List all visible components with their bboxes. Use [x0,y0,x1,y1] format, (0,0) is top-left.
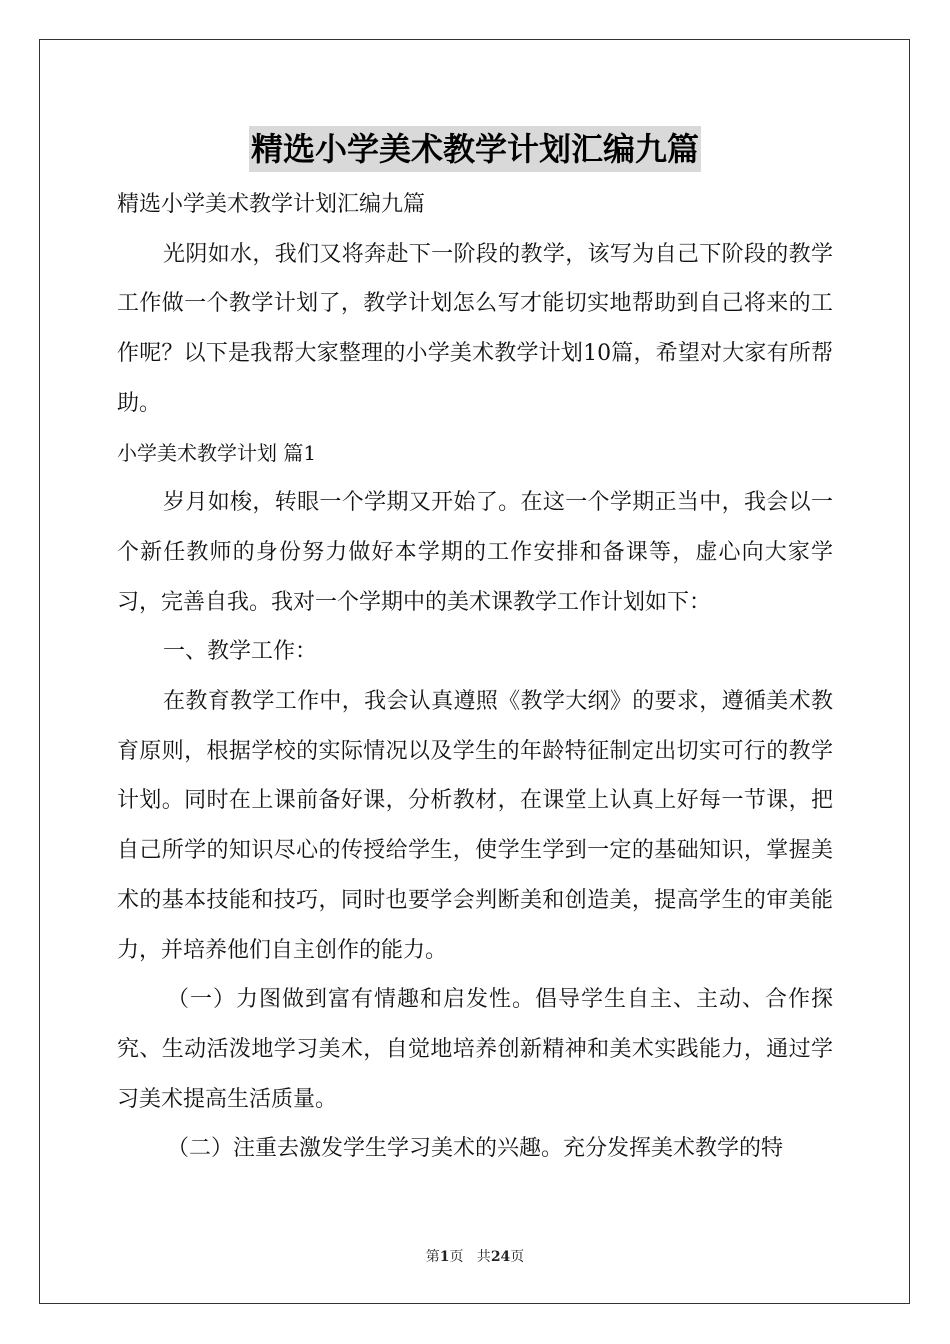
footer-suffix: 页 [510,1249,525,1265]
intro-paragraph: 光阴如水，我们又将奔赴下一阶段的教学，该写为自己下阶段的教学工作做一个教学计划了，教学计划怎么写才能切实地帮助到自己将来的工作呢？以下是我帮大家整理的小学美术教学计划10篇，希望对大家有所帮助。 [117,241,833,416]
subtitle-paragraph: 精选小学美术教学计划汇编九篇 [117,192,426,217]
body-paragraph: 岁月如梭，转眼一个学期又开始了。在这一个学期正当中，我会以一个新任教师的身份努力做好本学期的工作安排和备课等，虚心向大家学习，完善自我。我对一个学期中的美术课教学工作计划如下： [117,490,833,615]
body-paragraph: 在教育教学工作中，我会认真遵照《教学大纲》的要求，遵循美术教育原则，根据学校的实际情况以及学生的年龄特征制定出切实可行的教学计划。同时在上课前备好课，分析教材，在课堂上认真上好每一节课，把自己所学的知识尽心的传授给学生，使学生学到一定的基础知识，掌握美术的基本技能和技巧，同时也要学会判断美和创造美，提高学生的审美能力，并培养他们自主创作的能力。 [117,689,833,963]
document-title: 精选小学美术教学计划汇编九篇 [249,126,701,172]
body-paragraph: （二）注重去激发学生学习美术的兴趣。充分发挥美术教学的特 [167,1136,784,1162]
subsection-heading: 一、教学工作： [163,639,318,665]
footer-middle: 页 共 [449,1249,491,1265]
body-paragraph: （一）力图做到富有情趣和启发性。倡导学生自主、主动、合作探究、生动活泼地学习美术，自觉地培养创新精神和美术实践能力，通过学习美术提高生活质量。 [117,987,833,1112]
total-page-count: 24 [490,1249,511,1265]
section-heading: 小学美术教学计划 篇1 [117,440,317,465]
document-body [117,180,833,1174]
title-container [0,126,950,172]
page-footer [0,1246,950,1266]
footer-prefix: 第 [425,1249,440,1265]
current-page-number: 1 [439,1249,450,1265]
